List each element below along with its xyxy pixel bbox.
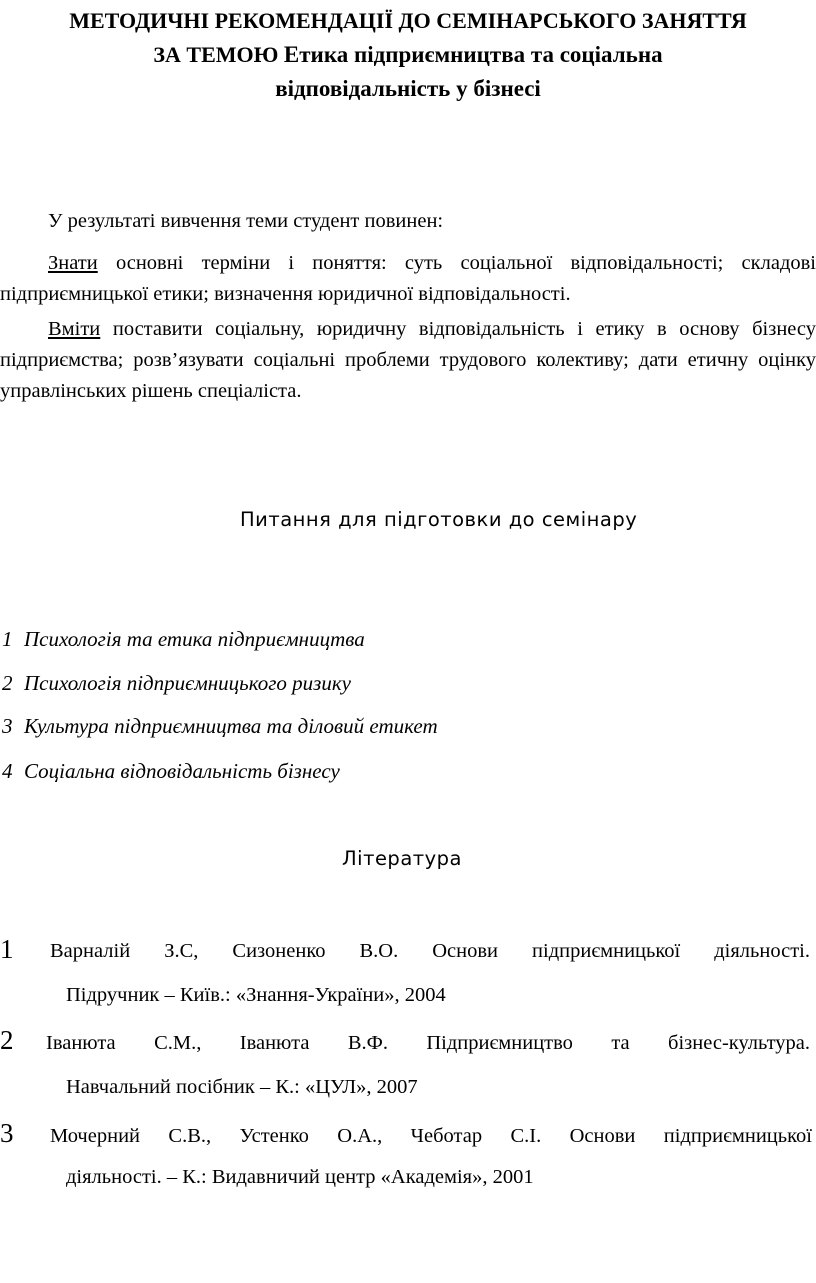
questions-heading: Питання для підготовки до семінару xyxy=(240,508,638,531)
title-prefix: ЗА ТЕМОЮ xyxy=(153,42,284,67)
literature-text: діяльності. – К.: Видавничий центр «Академія», 2001 xyxy=(66,1166,534,1188)
know-paragraph xyxy=(0,248,816,310)
literature-entry-line xyxy=(46,1028,810,1058)
question-text: Психологія підприємницького ризику xyxy=(24,671,352,695)
question-number: 2 xyxy=(2,671,13,695)
question-number: 3 xyxy=(2,714,13,738)
question-text: Культура підприємництва та діловий етикет xyxy=(24,714,438,738)
literature-number: 3 xyxy=(0,1118,14,1148)
literature-text: Варналій З.С, Сизоненко В.О. Основи підприємницької діяльності. xyxy=(50,940,810,962)
literature-number: 2 xyxy=(0,1025,14,1055)
literature-text: Іванюта С.М., Іванюта В.Ф. Підприємництво та бізнес-культура. xyxy=(46,1032,810,1054)
document-title-line-3 xyxy=(0,72,816,106)
question-item xyxy=(2,711,438,741)
question-number: 4 xyxy=(2,759,13,783)
able-text: поставити соціальну, юридичну відповідальність і етику в основу бізнесу підприємства; розв’язувати соціальні проблеми трудового колективу; дати етичну оцінку управлінських рішень спеціаліста. xyxy=(0,318,816,402)
document-title-line-2 xyxy=(0,38,816,72)
question-item xyxy=(2,756,340,786)
literature-text: Мочерний С.В., Устенко О.А., Чеботар С.І. Основи підприємницької xyxy=(50,1125,812,1147)
question-number: 1 xyxy=(2,627,13,651)
literature-heading: Література xyxy=(342,847,462,870)
know-text: основні терміни і поняття: суть соціальної відповідальності; складові підприємницької етики; визначення юридичної відповідальності. xyxy=(0,252,816,305)
intro-text: У результаті вивчення теми студент повинен: xyxy=(48,210,444,232)
literature-entry-line xyxy=(50,936,810,966)
know-label: Знати xyxy=(48,252,98,274)
literature-entry-line xyxy=(66,1162,806,1192)
title-topic-continued: відповідальність у бізнесі xyxy=(275,76,541,101)
question-item xyxy=(2,624,365,654)
literature-text: Підручник – Київ.: «Знання-України», 2004 xyxy=(66,984,446,1006)
able-label: Вміти xyxy=(48,318,101,340)
question-text: Соціальна відповідальність бізнесу xyxy=(24,759,340,783)
able-paragraph xyxy=(0,314,816,407)
literature-entry-line xyxy=(50,1121,812,1151)
question-text: Психологія та етика підприємництва xyxy=(24,627,365,651)
literature-entry-line xyxy=(66,1072,806,1102)
title-topic: Етика підприємництва та соціальна xyxy=(283,42,663,67)
question-item xyxy=(2,668,351,698)
document-title-line-1: МЕТОДИЧНІ РЕКОМЕНДАЦІЇ ДО СЕМІНАРСЬКОГО ЗАНЯТТЯ xyxy=(69,8,747,33)
literature-text: Навчальний посібник – К.: «ЦУЛ», 2007 xyxy=(66,1076,418,1098)
literature-number: 1 xyxy=(0,934,14,964)
literature-entry-line xyxy=(66,980,806,1010)
